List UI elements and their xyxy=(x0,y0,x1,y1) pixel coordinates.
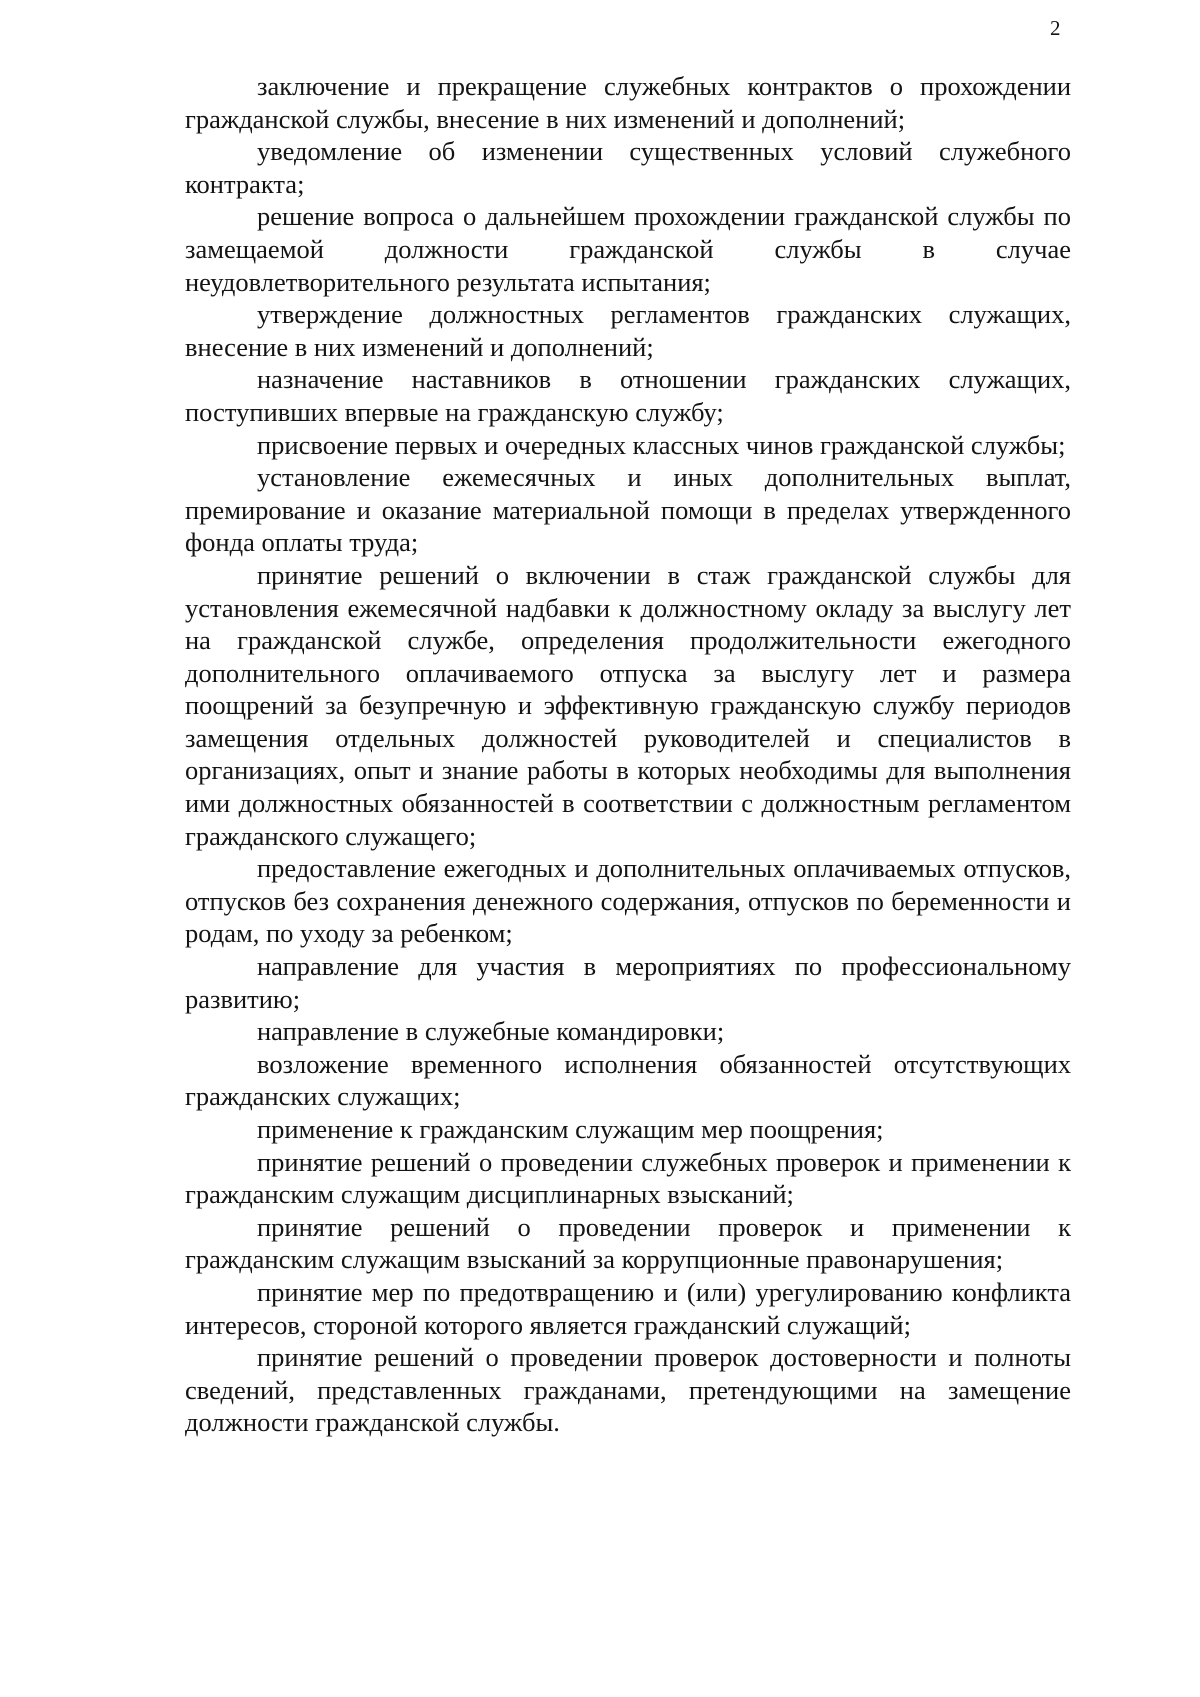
paragraph-probation-result: решение вопроса о дальнейшем прохождении гражданской службы по замещаемой должности гражданской службы в случае неудовлетворительного результата испытания; xyxy=(185,201,1071,297)
paragraph-job-regulations: утверждение должностных регламентов гражданских служащих, внесение в них изменений и дополнений; xyxy=(185,299,1071,362)
paragraph-mentors: назначение наставников в отношении гражданских служащих, поступивших впервые на гражданскую службу; xyxy=(185,364,1071,427)
paragraph-information-verification: принятие решений о проведении проверок достоверности и полноты сведений, представленных гражданами, претендующими на замещение должности гражданской службы. xyxy=(185,1342,1071,1438)
paragraph-professional-development: направление для участия в мероприятиях по профессиональному развитию; xyxy=(185,951,1071,1014)
paragraph-incentives: применение к гражданским служащим мер поощрения; xyxy=(257,1114,884,1144)
page-number: 2 xyxy=(1050,16,1061,40)
paragraph-contract-conclusion: заключение и прекращение служебных контрактов о прохождении гражданской службы, внесение в них изменений и дополнений; xyxy=(185,71,1071,134)
paragraph-disciplinary: принятие решений о проведении служебных проверок и применении к гражданским служащим дисциплинарных взысканий; xyxy=(185,1146,1071,1210)
paragraph-corruption: принятие решений о проведении проверок и применении к гражданским служащим взысканий за коррупционные правонарушения; xyxy=(185,1211,1071,1275)
paragraph-contract-notice: уведомление об изменении существенных условий служебного контракта; xyxy=(185,136,1071,199)
paragraph-class-ranks: присвоение первых и очередных классных чинов гражданской службы; xyxy=(257,429,1066,460)
paragraph-temporary-duties: возложение временного исполнения обязанностей отсутствующих гражданских служащих; xyxy=(185,1048,1071,1112)
document-body xyxy=(185,70,1071,1439)
paragraph-service-length: принятие решений о включении в стаж гражданской службы для установления ежемесячной надбавки к должностному окладу за выслугу лет на гражданской службе, определения продолжительности ежегодного дополнительного оплачиваемого отпуска за выслугу лет и размера поощрений за безупречную и эффективную гражданскую службу периодов замещения отдельных должностей руководителей и специалистов в организациях, опыт и знание работы в которых необходимы для выполнения ими должностных обязанностей в соответствии с должностным регламентом гражданского служащего; xyxy=(185,559,1071,851)
paragraph-business-trips: направление в служебные командировки; xyxy=(257,1016,725,1047)
paragraph-payments: установление ежемесячных и иных дополнительных выплат, премирование и оказание материальной помощи в пределах утвержденного фонда оплаты труда; xyxy=(185,462,1071,558)
paragraph-conflict-of-interest: принятие мер по предотвращению и (или) урегулированию конфликта интересов, стороной которого является гражданский служащий; xyxy=(185,1276,1071,1340)
paragraph-vacations: предоставление ежегодных и дополнительных оплачиваемых отпусков, отпусков без сохранения денежного содержания, отпусков по беременности и родам, по уходу за ребенком; xyxy=(185,853,1071,949)
